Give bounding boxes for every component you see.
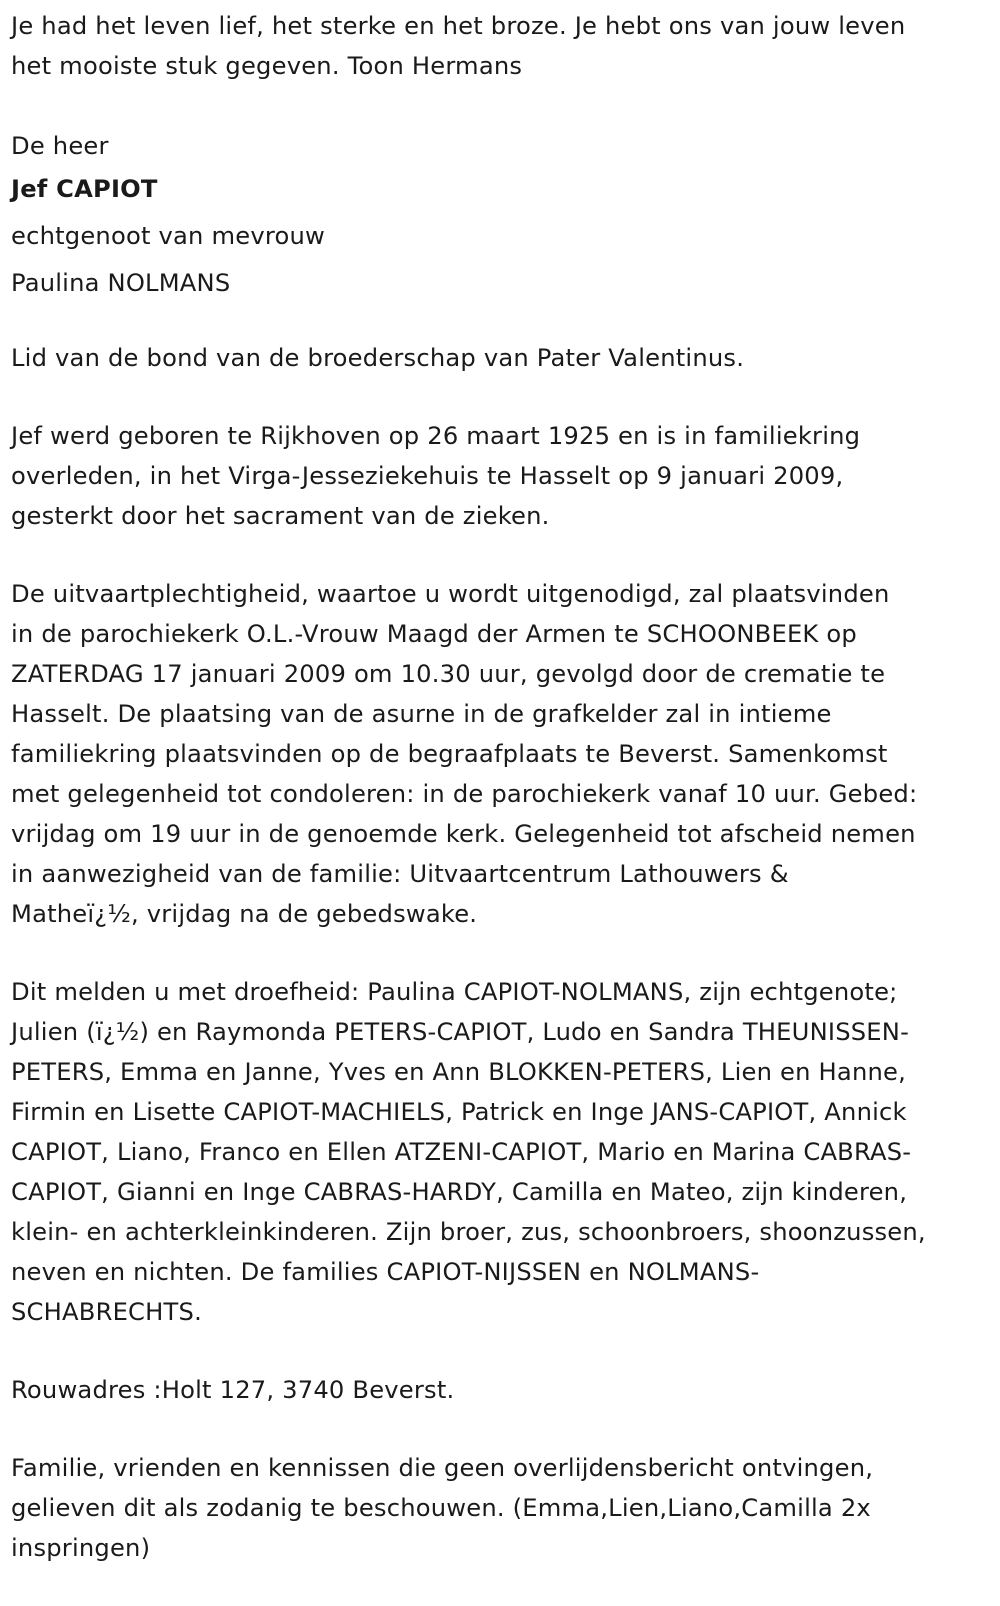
ceremony-line: in aanwezigheid van de familie: Uitvaartcentrum Lathouwers & <box>11 860 789 888</box>
paragraph-gap <box>11 1332 996 1370</box>
family-line: Firmin en Lisette CAPIOT-MACHIELS, Patrick en Inge JANS-CAPIOT, Annick <box>11 1098 907 1126</box>
ceremony-line: De uitvaartplechtigheid, waartoe u wordt uitgenodigd, zal plaatsvinden <box>11 580 890 608</box>
quote-paragraph <box>11 6 996 86</box>
ceremony-line: Matheï¿½, vrijdag na de gebedswake. <box>11 900 478 928</box>
birth-death-line: gesterkt door het sacrament van de zieken. <box>11 502 550 530</box>
ceremony-paragraph <box>11 574 996 934</box>
ceremony-line: ZATERDAG 17 januari 2009 om 10.30 uur, gevolgd door de crematie te <box>11 660 886 688</box>
ceremony-line: vrijdag om 19 uur in de genoemde kerk. Gelegenheid tot afscheid nemen <box>11 820 916 848</box>
ceremony-line: in de parochiekerk O.L.-Vrouw Maagd der Armen te SCHOONBEEK op <box>11 620 857 648</box>
closing-line: Familie, vrienden en kennissen die geen overlijdensbericht ontvingen, <box>11 1454 874 1482</box>
deceased-block <box>11 126 996 307</box>
birth-death-line: overleden, in het Virga-Jesseziekehuis te Hasselt op 9 januari 2009, <box>11 462 844 490</box>
closing-paragraph <box>11 1448 996 1568</box>
ceremony-line: familiekring plaatsvinden op de begraafplaats te Beverst. Samenkomst <box>11 740 888 768</box>
family-line: Dit melden u met droefheid: Paulina CAPIOT-NOLMANS, zijn echtgenote; <box>11 978 898 1006</box>
ceremony-line: met gelegenheid tot condoleren: in de parochiekerk vanaf 10 uur. Gebed: <box>11 780 918 808</box>
family-line: SCHABRECHTS. <box>11 1298 202 1326</box>
ceremony-line: Hasselt. De plaatsing van de asurne in de grafkelder zal in intieme <box>11 700 832 728</box>
family-line: CAPIOT, Gianni en Inge CABRAS-HARDY, Camilla en Mateo, zijn kinderen, <box>11 1178 908 1206</box>
birth-death-line: Jef werd geboren te Rijkhoven op 26 maart 1925 en is in familiekring <box>11 422 861 450</box>
paragraph-gap <box>11 378 996 416</box>
spouse-name: Paulina NOLMANS <box>11 269 231 297</box>
family-line: CAPIOT, Liano, Franco en Ellen ATZENI-CAPIOT, Mario en Marina CABRAS- <box>11 1138 912 1166</box>
closing-line: inspringen) <box>11 1534 151 1562</box>
paragraph-gap <box>11 86 996 126</box>
paragraph-gap <box>11 307 996 338</box>
paragraph-gap <box>11 1410 996 1448</box>
address-paragraph <box>11 1370 996 1410</box>
paragraph-gap <box>11 934 996 972</box>
membership-line: Lid van de bond van de broederschap van Pater Valentinus. <box>11 344 745 372</box>
family-line: neven en nichten. De families CAPIOT-NIJSSEN en NOLMANS- <box>11 1258 760 1286</box>
membership-paragraph <box>11 338 996 378</box>
birth-death-paragraph <box>11 416 996 536</box>
obituary-document <box>11 6 996 1568</box>
deceased-name: Jef CAPIOT <box>11 175 158 203</box>
quote-line: Je had het leven lief, het sterke en het broze. Je hebt ons van jouw leven <box>11 12 906 40</box>
family-paragraph <box>11 972 996 1332</box>
quote-line: het mooiste stuk gegeven. Toon Hermans <box>11 52 523 80</box>
paragraph-gap <box>11 536 996 574</box>
spouse-relation: echtgenoot van mevrouw <box>11 222 325 250</box>
address-line: Rouwadres :Holt 127, 3740 Beverst. <box>11 1376 455 1404</box>
family-line: klein- en achterkleinkinderen. Zijn broer, zus, schoonbroers, shoonzussen, <box>11 1218 926 1246</box>
family-line: Julien (ï¿½) en Raymonda PETERS-CAPIOT, Ludo en Sandra THEUNISSEN- <box>11 1018 910 1046</box>
family-line: PETERS, Emma en Janne, Yves en Ann BLOKKEN-PETERS, Lien en Hanne, <box>11 1058 906 1086</box>
closing-line: gelieven dit als zodanig te beschouwen. (Emma,Lien,Liano,Camilla 2x <box>11 1494 871 1522</box>
salutation: De heer <box>11 132 109 160</box>
